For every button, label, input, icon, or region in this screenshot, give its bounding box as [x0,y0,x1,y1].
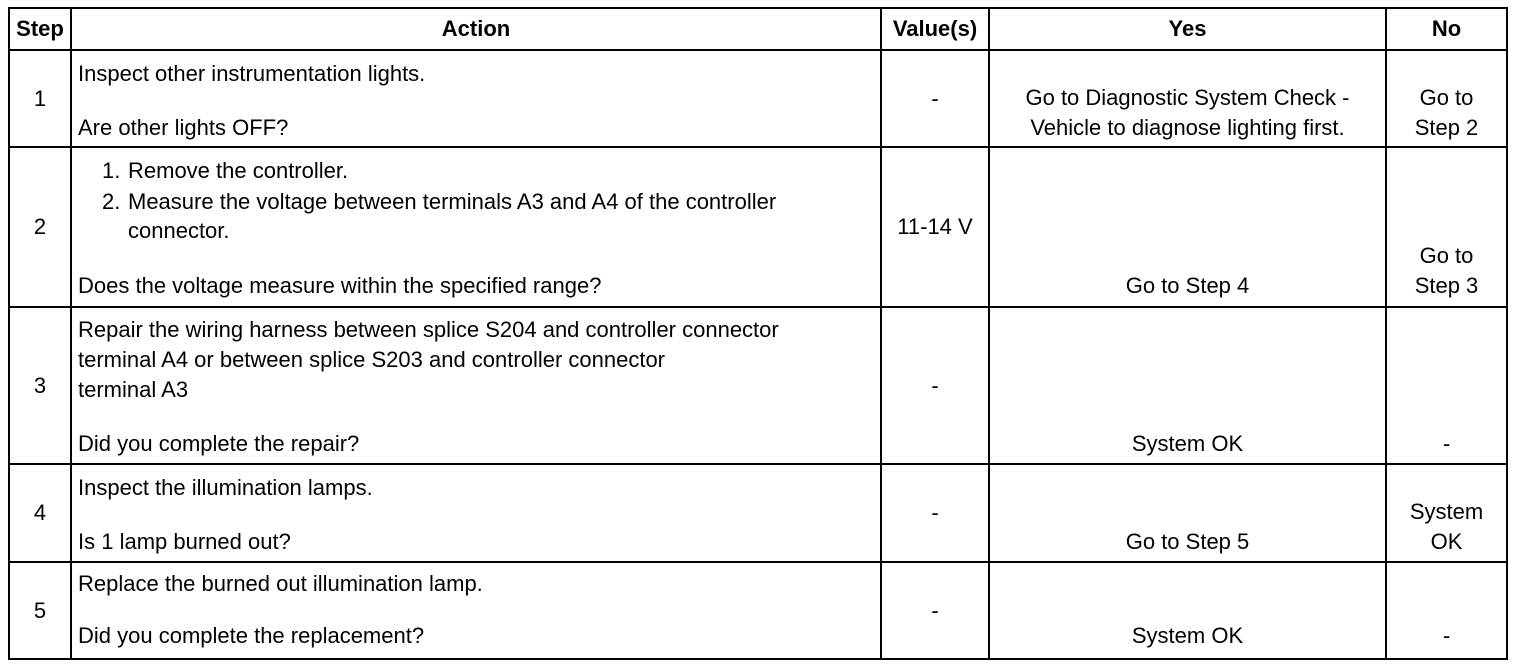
step-number: 5 [9,562,71,659]
action-question: Are other lights OFF? [78,115,289,140]
no-cell [1386,50,1507,147]
value-cell: 11-14 V [881,147,989,307]
action-text: terminal A4 or between splice S203 and controller connector [78,347,666,372]
action-text: Inspect the illumination lamps. [78,475,373,500]
table-row [9,147,1507,307]
action-cell [71,147,881,307]
list-item-cont: connector. [128,218,230,243]
step-number: 1 [9,50,71,147]
no-text: OK [1430,529,1463,554]
yes-cell [989,50,1386,147]
action-question: Does the voltage measure within the specified range? [78,273,602,298]
yes-text: Go to Diagnostic System Check - [1025,85,1350,110]
yes-text: System OK [1131,431,1244,456]
yes-text: Go to Step 5 [1125,529,1250,554]
action-cell [71,562,881,659]
no-text: Step 3 [1414,273,1479,298]
action-question: Is 1 lamp burned out? [78,529,291,554]
header-step: Step [9,8,71,50]
no-text: - [1442,431,1451,456]
value-cell: - [881,50,989,147]
no-cell [1386,562,1507,659]
value-cell: - [881,307,989,464]
yes-text: System OK [1131,623,1244,648]
list-number: 1. [102,158,121,183]
no-text: Step 2 [1414,115,1479,140]
action-text: terminal A3 [78,377,189,402]
list-item: Measure the voltage between terminals A3 and A4 of the controller [128,189,777,214]
yes-cell [989,562,1386,659]
action-cell [71,307,881,464]
diagnostic-table [8,7,1508,660]
yes-text: Go to Step 4 [1125,273,1250,298]
yes-cell [989,307,1386,464]
no-text: System [1409,499,1484,524]
list-item: Remove the controller. [128,158,349,183]
yes-cell [989,147,1386,307]
step-number: 2 [9,147,71,307]
no-text: Go to [1419,243,1474,268]
header-no: No [1386,8,1507,50]
no-cell [1386,464,1507,562]
header-values: Value(s) [881,8,989,50]
action-text: Replace the burned out illumination lamp. [78,571,483,596]
yes-text: Vehicle to diagnose lighting first. [1030,115,1345,140]
yes-cell [989,464,1386,562]
table-row [9,464,1507,562]
table-row [9,562,1507,659]
action-cell [71,464,881,562]
no-cell [1386,147,1507,307]
header-yes: Yes [989,8,1386,50]
action-question: Did you complete the repair? [78,431,360,456]
table-row [9,50,1507,147]
action-cell [71,50,881,147]
step-number: 3 [9,307,71,464]
table-row [9,307,1507,464]
list-number: 2. [102,189,121,214]
action-text: Inspect other instrumentation lights. [78,61,426,86]
value-cell: - [881,562,989,659]
value-cell: - [881,464,989,562]
header-action: Action [71,8,881,50]
no-text: - [1442,623,1451,648]
no-text: Go to [1419,85,1474,110]
action-question: Did you complete the replacement? [78,623,425,648]
step-number: 4 [9,464,71,562]
action-text: Repair the wiring harness between splice S204 and controller connector [78,317,779,342]
no-cell [1386,307,1507,464]
header-row [9,8,1507,50]
